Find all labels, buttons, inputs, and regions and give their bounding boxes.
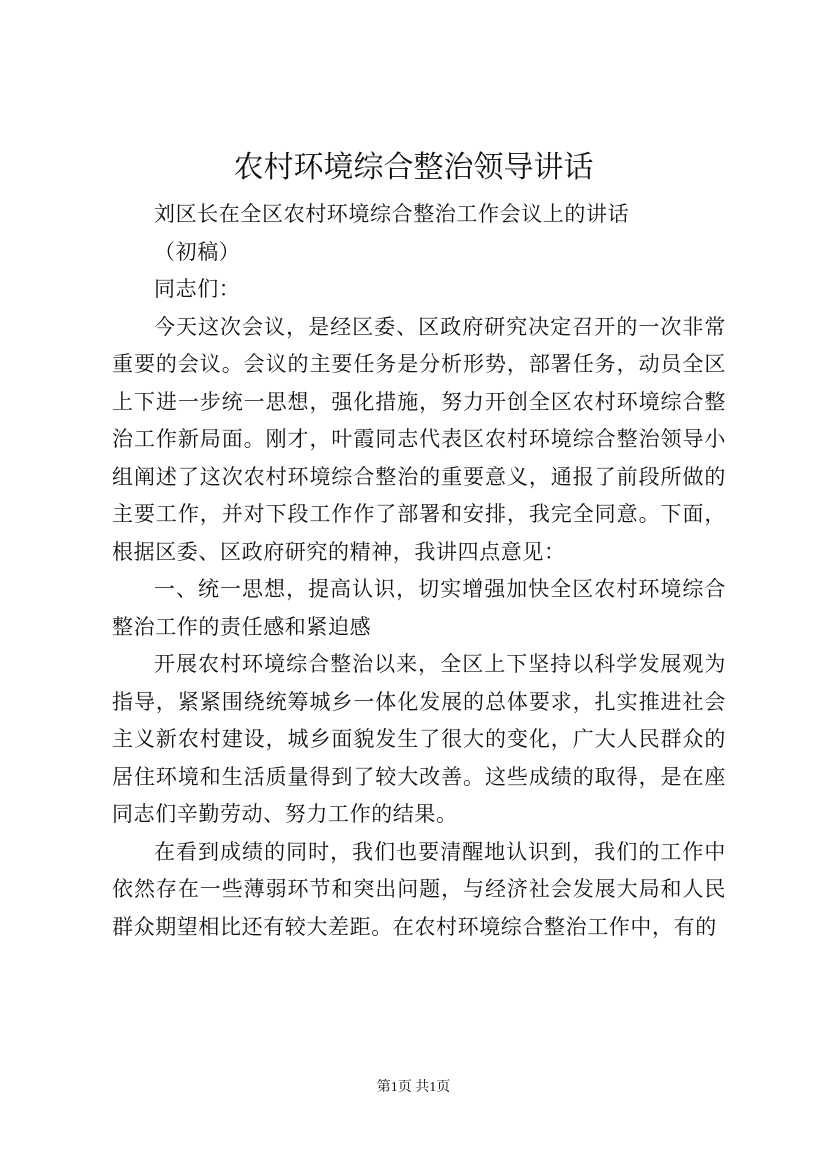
body-paragraph: 开展农村环境综合整治以来，全区上下坚持以科学发展观为指导，紧紧围绕统筹城乡一体化发展的总体要求，扎实推进社会主义新农村建设，城乡面貌发生了很大的变化，广大人民群众的居住环境和生活质量得到了较大改善。这些成绩的取得，是在座同志们辛勤劳动、努力工作的结果。: [112, 652, 726, 826]
body-paragraph: 在看到成绩的同时，我们也要清醒地认识到，我们的工作中依然存在一些薄弱环节和突出问题，与经济社会发展大局和人民群众期望相比还有较大差距。在农村环境综合整治工作中，有的: [112, 839, 726, 939]
document-body: [112, 196, 726, 946]
section-heading: 一、统一思想，提高认识，切实增强加快全区农村环境综合整治工作的责任感和紧迫感: [112, 577, 726, 639]
draft-note: （初稿）: [154, 239, 241, 264]
document-title: 农村环境综合整治领导讲话: [233, 150, 594, 185]
salutation: 同志们：: [154, 277, 241, 301]
body-paragraph: 今天这次会议，是经区委、区政府研究决定召开的一次非常重要的会议。会议的主要任务是分析形势，部署任务，动员全区上下进一步统一思想，强化措施，努力开创全区农村环境综合整治工作新局面。刚才，叶霞同志代表区农村环境综合整治领导小组阐述了这次农村环境综合整治的重要意义，通报了前段所做的主要工作，并对下段工作作了部署和安排，我完全同意。下面，根据区委、区政府研究的精神，我讲四点意见：: [112, 314, 726, 564]
speech-subtitle: 刘区长在全区农村环境综合整治工作会议上的讲话: [154, 202, 630, 226]
page-footer: 第1页 共1页: [376, 1080, 451, 1095]
